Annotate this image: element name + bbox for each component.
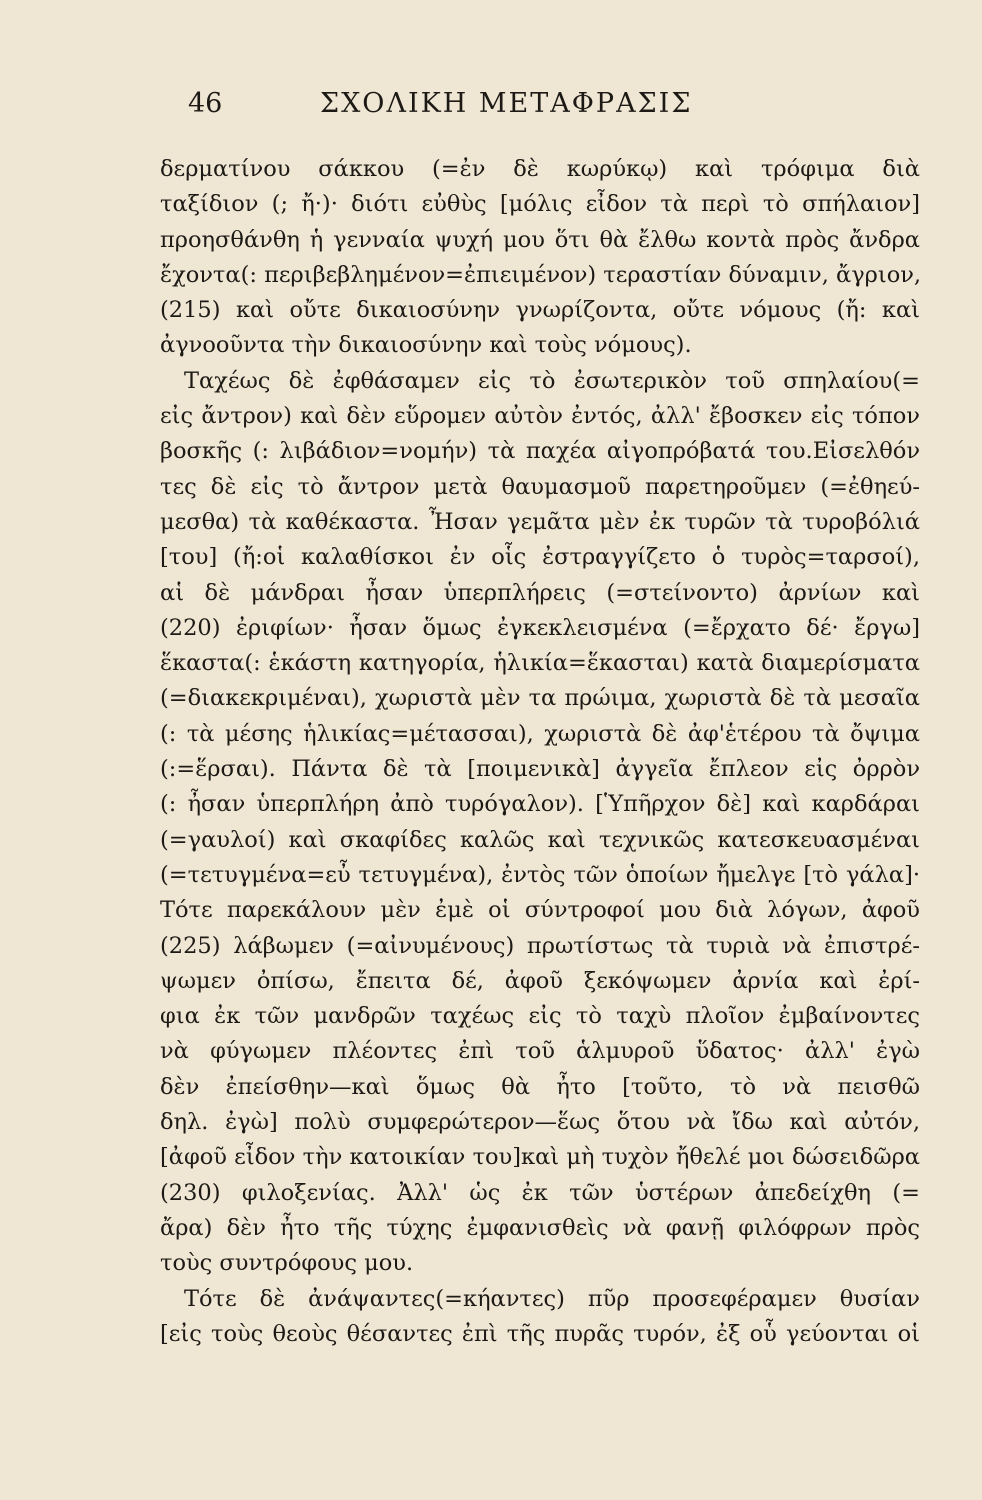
text-line: προησθάνθη ἡ γενναία ψυχή μου ὅτι θὰ ἔλθω κοντὰ πρὸς ἄνδρα — [160, 226, 920, 253]
text-line: Ταχέως δὲ ἐφθάσαμεν εἰς τὸ ἐσωτερικὸν τοῦ σπηλαίου(= — [184, 367, 920, 394]
text-line: δὲν ἐπείσθην—καὶ ὅμως θὰ ἦτο [τοῦτο, τὸ νὰ πεισθῶ — [160, 1073, 920, 1100]
text-line: δηλ. ἐγὼ] πολὺ συμφερώτερον—ἕως ὅτου νὰ ἴδω καὶ αὐτόν, — [160, 1109, 920, 1136]
text-line: (: ἦσαν ὑπερπλήρη ἀπὸ τυρόγαλον). [Ὑπῆρχον δὲ] καὶ καρδάραι — [160, 791, 920, 818]
text-line: (220) ἐριφίων· ἦσαν ὅμως ἐγκεκλεισμένα (=ἔρχατο δέ· ἔργω] — [160, 614, 920, 641]
text-line: δερματίνου σάκκου (=ἐν δὲ κωρύκῳ) καὶ τρόφιμα διὰ — [160, 156, 920, 182]
text-line: (=διακεκριμέναι), χωριστὰ μὲν τα πρώιμα, χωριστὰ δὲ τὰ μεσαῖα — [160, 685, 920, 712]
text-line: [ἀφοῦ εἶδον τὴν κατοικίαν του]καὶ μὴ τυχὸν ἤθελέ μοι δώσειδῶρα — [160, 1144, 920, 1171]
text-line: (=γαυλοί) καὶ σκαφίδες καλῶς καὶ τεχνικῶς κατεσκευασμέναι — [160, 826, 920, 853]
text-line: Τότε δὲ ἀνάψαντες(=κήαντες) πῦρ προσεφέραμεν θυσίαν — [184, 1285, 920, 1312]
text-line: ταξίδιον (; ἤ·)· διότι εὐθὺς [μόλις εἶδον τὰ περὶ τὸ σπήλαιον] — [160, 191, 920, 218]
body-text — [160, 152, 920, 1352]
text-line: μεσθα) τὰ καθέκαστα. Ἦσαν γεμᾶτα μὲν ἐκ τυρῶν τὰ τυροβόλιά — [160, 508, 920, 535]
text-line: [του] (ἤ:οἱ καλαθίσκοι ἐν οἷς ἐστραγγίζετο ὁ τυρὸς=ταρσοί), — [160, 544, 920, 571]
text-line: τες δὲ εἰς τὸ ἄντρον μετὰ θαυμασμοῦ παρετηροῦμεν (=ἐθηεύ- — [160, 473, 920, 500]
text-line: ἀγνοοῦντα τὴν δικαιοσύνην καὶ τοὺς νόμους). — [160, 332, 692, 359]
text-line: αἱ δὲ μάνδραι ἦσαν ὑπερπλήρεις (=στείνοντο) ἀρνίων καὶ — [160, 579, 920, 606]
text-line: [εἰς τοὺς θεοὺς θέσαντες ἐπὶ τῆς πυρᾶς τυρόν, ἐξ οὗ γεύονται οἱ — [160, 1320, 920, 1347]
text-line: (215) καὶ οὔτε δικαιοσύνην γνωρίζοντα, οὔτε νόμους (ἤ: καὶ — [160, 297, 920, 324]
text-line: (=τετυγμένα=εὖ τετυγμένα), ἐντὸς τῶν ὁποίων ἤμελγε [τὸ γάλα]· — [160, 861, 920, 888]
text-line: ἕκαστα(: ἑκάστη κατηγορία, ἡλικία=ἕκασται) κατὰ διαμερίσματα — [160, 650, 920, 677]
text-line: (225) λάβωμεν (=αἰνυμένους) πρωτίστως τὰ τυριὰ νὰ ἐπιστρέ- — [160, 932, 920, 959]
text-line: ψωμεν ὀπίσω, ἔπειτα δέ, ἀφοῦ ξεκόψωμεν ἀρνία καὶ ἐρί- — [160, 967, 920, 994]
page-header — [188, 88, 788, 128]
text-line: τοὺς συντρόφους μου. — [160, 1250, 414, 1277]
text-line: (230) φιλοξενίας. Ἀλλ' ὡς ἐκ τῶν ὑστέρων ἀπεδείχθη (= — [160, 1179, 920, 1206]
page-number: 46 — [188, 88, 223, 119]
text-line: Τότε παρεκάλουν μὲν ἐμὲ οἱ σύντροφοί μου διὰ λόγων, ἀφοῦ — [160, 897, 920, 924]
text-line: ἄρα) δὲν ἦτο τῆς τύχης ἐμφανισθεὶς νὰ φανῇ φιλόφρων πρὸς — [160, 1214, 920, 1241]
running-title: ΣΧΟΛΙΚΗ ΜΕΤΑΦΡΑΣΙΣ — [320, 88, 693, 119]
text-line: (: τὰ μέσης ἡλικίας=μέτασσαι), χωριστὰ δὲ ἀφ'ἑτέρου τὰ ὄψιμα — [160, 720, 920, 747]
text-line: φια ἐκ τῶν μανδρῶν ταχέως εἰς τὸ ταχὺ πλοῖον ἐμβαίνοντες — [160, 1003, 920, 1030]
text-line: νὰ φύγωμεν πλέοντες ἐπὶ τοῦ ἁλμυροῦ ὕδατος· ἀλλ' ἐγὼ — [160, 1038, 920, 1065]
text-line: εἰς ἄντρον) καὶ δὲν εὕρομεν αὐτὸν ἐντός, ἀλλ' ἔβοσκεν εἰς τόπον — [160, 403, 920, 430]
text-line: (:=ἕρσαι). Πάντα δὲ τὰ [ποιμενικὰ] ἀγγεῖα ἔπλεον εἰς ὀρρὸν — [160, 756, 920, 783]
text-line: βοσκῆς (: λιβάδιον=νομήν) τὰ παχέα αἰγοπρόβατά του.Εἰσελθόν — [160, 438, 920, 465]
text-line: ἔχοντα(: περιβεβλημένον=ἐπιειμένον) τεραστίαν δύναμιν, ἄγριον, — [160, 261, 922, 288]
